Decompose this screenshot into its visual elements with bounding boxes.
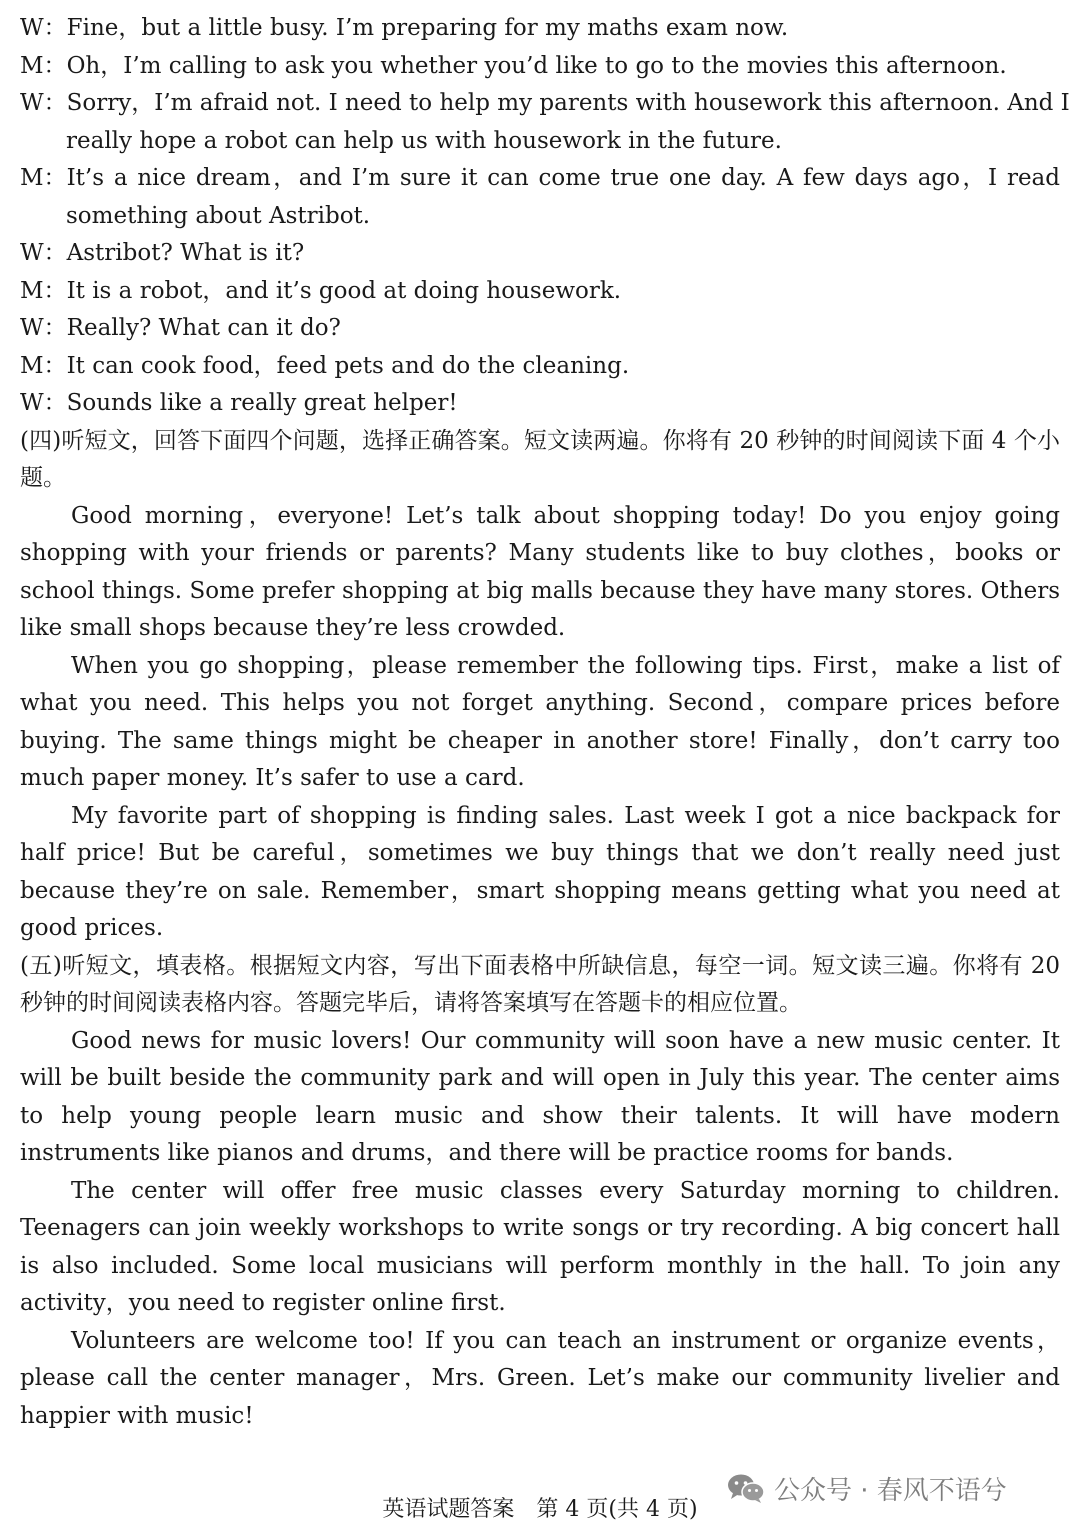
speaker-label: M： <box>20 277 67 304</box>
passage-paragraph: When you go shopping，please remember the following tips. First，make a list of what you need. This helps you not forget anything. Second，compare prices before buying. The same things might be cheaper in another store! Finally，don’t carry too much paper money. It’s safer to use a card. <box>20 652 1060 791</box>
dialogue-text: Sorry，I’m afraid not. I need to help my parents with housework this afternoon. And I <box>66 90 1070 116</box>
speaker-label: W： <box>20 240 67 266</box>
document-page <box>20 10 1070 1435</box>
dialogue-line <box>20 310 1060 348</box>
speaker-label: M： <box>20 52 67 79</box>
dialogue-text: Sounds like a really great helper! <box>66 390 458 416</box>
dialogue-line <box>20 235 1060 273</box>
dialogue-continuation: something about Astribot. <box>66 202 371 229</box>
dialogue <box>20 10 1070 423</box>
section-4-heading: (四)听短文，回答下面四个问题，选择正确答案。短文读两遍。你将有 20 秒钟的时间阅读下面 4 个小题。 <box>20 427 1060 491</box>
dialogue-line <box>20 48 1060 86</box>
dialogue-line <box>20 85 1070 123</box>
dialogue-text: It’s a nice dream，and I’m sure it can come true one day. A few days ago，I read <box>66 165 1060 191</box>
passage-paragraph: Good morning，everyone! Let’s talk about shopping today! Do you enjoy going shopping with your friends or parents? Many students like to buy clothes，books or school things. Some prefer shopping at big malls because they have many stores. Others like small shops because they’re less crowded. <box>20 502 1060 641</box>
speaker-label: W： <box>20 90 67 116</box>
section-5 <box>20 948 1060 1436</box>
speaker-label: W： <box>20 15 67 41</box>
watermark-text: 公众号 · 春风不语兮 <box>774 1475 1007 1506</box>
dialogue-line <box>20 385 1060 423</box>
passage-paragraph: The center will offer free music classes every Saturday morning to children. Teenagers can join weekly workshops to write songs or try recording. A big concert hall is also included. Some local musicians will perform monthly in the hall. To join any activity，you need to register online first. <box>20 1177 1060 1316</box>
speaker-label: M： <box>20 165 67 191</box>
speaker-label: W： <box>20 390 67 416</box>
dialogue-continuation: really hope a robot can help us with housework in the future. <box>66 127 782 154</box>
dialogue-line <box>20 10 1060 48</box>
dialogue-line <box>20 348 1060 386</box>
dialogue-line <box>20 160 1060 198</box>
dialogue-text: It can cook food，feed pets and do the cleaning. <box>66 352 630 379</box>
page-footer: 英语试题答案 第 4 页(共 4 页) <box>382 1497 698 1522</box>
dialogue-text: It is a robot，and it’s good at doing housework. <box>66 277 622 304</box>
dialogue-text: Oh，I’m calling to ask you whether you’d like to go to the movies this afternoon. <box>66 52 1007 79</box>
speaker-label: W： <box>20 315 67 341</box>
section-4 <box>20 423 1060 948</box>
dialogue-text: Astribot? What is it? <box>66 240 305 266</box>
passage-paragraph: Volunteers are welcome too! If you can teach an instrument or organize events，please call the center manager，Mrs. Green. Let’s make our community livelier and happier with music! <box>20 1327 1060 1429</box>
dialogue-text: Fine，but a little busy. I’m preparing for my maths exam now. <box>66 15 789 41</box>
dialogue-line <box>20 273 1060 311</box>
speaker-label: M： <box>20 352 67 379</box>
section-5-heading: (五)听短文，填表格。根据短文内容，写出下面表格中所缺信息，每空一词。短文读三遍。你将有 20 秒钟的时间阅读表格内容。答题完毕后，请将答案填写在答题卡的相应位置。 <box>20 952 1060 1016</box>
passage-paragraph: Good news for music lovers! Our community will soon have a new music center. It will be built beside the community park and will open in July this year. The center aims to help young people learn music and show their talents. It will have modern instruments like pianos and drums，and there will be practice rooms for bands. <box>20 1027 1060 1166</box>
passage-paragraph: My favorite part of shopping is finding sales. Last week I got a nice backpack for half price! But be careful，sometimes we buy things that we don’t really need just because they’re on sale. Remember，smart shopping means getting what you need at good prices. <box>20 802 1060 941</box>
dialogue-text: Really? What can it do? <box>66 315 341 341</box>
